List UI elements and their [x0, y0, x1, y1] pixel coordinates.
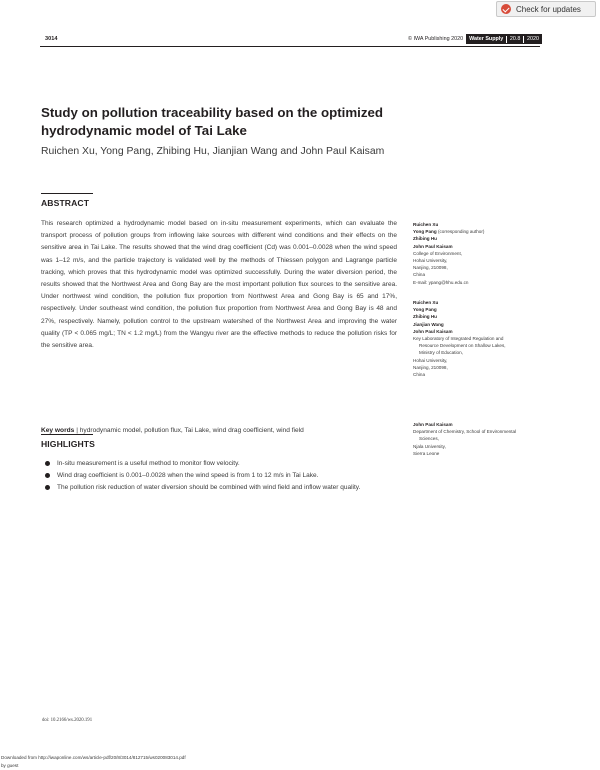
keywords — [41, 427, 304, 434]
download-notice-guest: by guest — [1, 763, 19, 768]
affiliation-line: China — [413, 372, 426, 378]
running-header — [408, 34, 542, 44]
affiliation-block-3 — [413, 421, 543, 457]
keywords-list: hydrodynamic model, pollution flux, Tai Lake, wind drag coefficient, wind field — [79, 427, 304, 434]
author-list: Ruichen Xu, Yong Pang, Zhibing Hu, Jianjian Wang and John Paul Kaisam — [41, 146, 385, 157]
highlights-rule — [41, 434, 93, 435]
list-item: In-situ measurement is a useful method to monitor flow velocity. — [41, 458, 401, 470]
affiliation-block-2 — [413, 299, 543, 378]
affiliation-block-1 — [413, 221, 543, 286]
affiliation-email: E-mail: ypang@hhu.edu.cn — [413, 279, 469, 285]
affiliation-author: Ruichen Xu — [413, 300, 439, 305]
affiliation-author: John Paul Kaisam — [413, 422, 453, 427]
affiliation-author: Zhibing Hu — [413, 236, 437, 242]
affiliation-author: John Paul Kaisam — [413, 243, 453, 249]
affiliation-line: Ministry of Education, — [419, 350, 463, 356]
affiliation-line: Resource Development on Shallow Lakes, — [419, 343, 506, 349]
corresponding-note: (corresponding author) — [437, 229, 485, 235]
highlights-list — [41, 458, 401, 495]
affiliation-line: College of Environment, — [413, 250, 463, 256]
list-item: Wind drag coefficient is 0.001–0.0028 when the wind speed is from 1 to 12 m/s in Tai Lake. — [41, 470, 401, 482]
journal-year: 2020 — [527, 36, 539, 42]
doi: doi: 10.2166/ws.2020.191 — [42, 718, 93, 723]
affiliation-line: China — [413, 272, 426, 278]
check-for-updates-label: Check for updates — [516, 4, 581, 14]
abstract-text: This research optimized a hydrodynamic model based on in-situ measurement experiments, which can evaluate the transport process of pollution groups from inflowing lake sources with different wind conditions and their effects on the sensitive area in Tai Lake. The results showed that the wind drag coefficient (Cd) was 0.001–0.0028 when the wind speed was 1–12 m/s, and the particle trajectory is validated well by the methods of Thiessen polygon and Lagrange particle tracking, which proves that this hydrodynamic model was optimized successfully. During the water diversion period, the results showed that the Northwest Area and Gong Bay are the most important pollution flux sources to the sensitive area. Under northwest wind condition, the pollution flux proportion from Northwest Area and Gong Bay is 65 and 17%, respectively. Under southeast wind condition, the pollution flux proportion from Northwest Area and Gong Bay is 48 and 27%, respectively. Namely, pollution control to the upstream watershed of the Northwest Area and improving the water quality (TP < 0.065 mg/L; TN < 1.2 mg/L) from the Wangyu river are the effective methods to reduce the pollution risks for the sensitive area. — [41, 220, 397, 350]
keywords-separator: | — [76, 427, 80, 434]
affiliation-author: Yong Pang — [413, 307, 437, 313]
affiliation-line: Department of Chemistry, School of Environmental — [413, 429, 517, 435]
affiliation-line: Hohai University, — [413, 357, 448, 363]
affiliation-line: Hohai University, — [413, 258, 448, 264]
affiliation-author: Ruichen Xu — [413, 222, 439, 227]
list-item: The pollution risk reduction of water diversion should be combined with wind field and inflow water quality. — [41, 482, 401, 494]
affiliation-line: Njala University, — [413, 443, 446, 449]
affiliation-line: Nanjing, 210098, — [413, 265, 448, 271]
affiliation-author: John Paul Kaisam — [413, 328, 453, 334]
header-rule — [40, 46, 540, 47]
affiliation-author: Zhibing Hu — [413, 314, 437, 320]
check-for-updates-button[interactable] — [496, 1, 596, 17]
affiliation-line: Key Laboratory of Integrated Regulation and — [413, 336, 504, 342]
abstract-heading: ABSTRACT — [41, 198, 90, 208]
download-notice: Downloaded from http://iwaponline.com/ws/article-pdf/20/8/3014/812715/ws020083014.pdf — [1, 755, 186, 760]
publisher-copyright: © IWA Publishing 2020 — [408, 36, 464, 42]
affiliation-line: Sciences, — [419, 436, 439, 442]
divider — [523, 36, 524, 43]
check-badge-icon — [501, 4, 511, 14]
divider — [506, 36, 507, 43]
abstract-rule — [41, 193, 93, 194]
affiliation-author: Jianjian Wang — [413, 321, 444, 327]
article-title: Study on pollution traceability based on the optimized hydrodynamic model of Tai Lake — [41, 105, 384, 138]
journal-name: Water Supply — [469, 36, 504, 42]
journal-volume: 20.8 — [509, 36, 521, 42]
affiliation-line: Nanjing, 210098, — [413, 364, 448, 370]
highlights-heading: HIGHLIGHTS — [41, 439, 95, 449]
affiliation-line: Sierra Leone — [413, 450, 440, 456]
page-number: 3014 — [45, 36, 58, 42]
journal-badge — [466, 34, 542, 44]
affiliation-author: Yong Pang (corresponding author) — [413, 229, 485, 235]
keywords-label: Key words — [41, 427, 75, 434]
